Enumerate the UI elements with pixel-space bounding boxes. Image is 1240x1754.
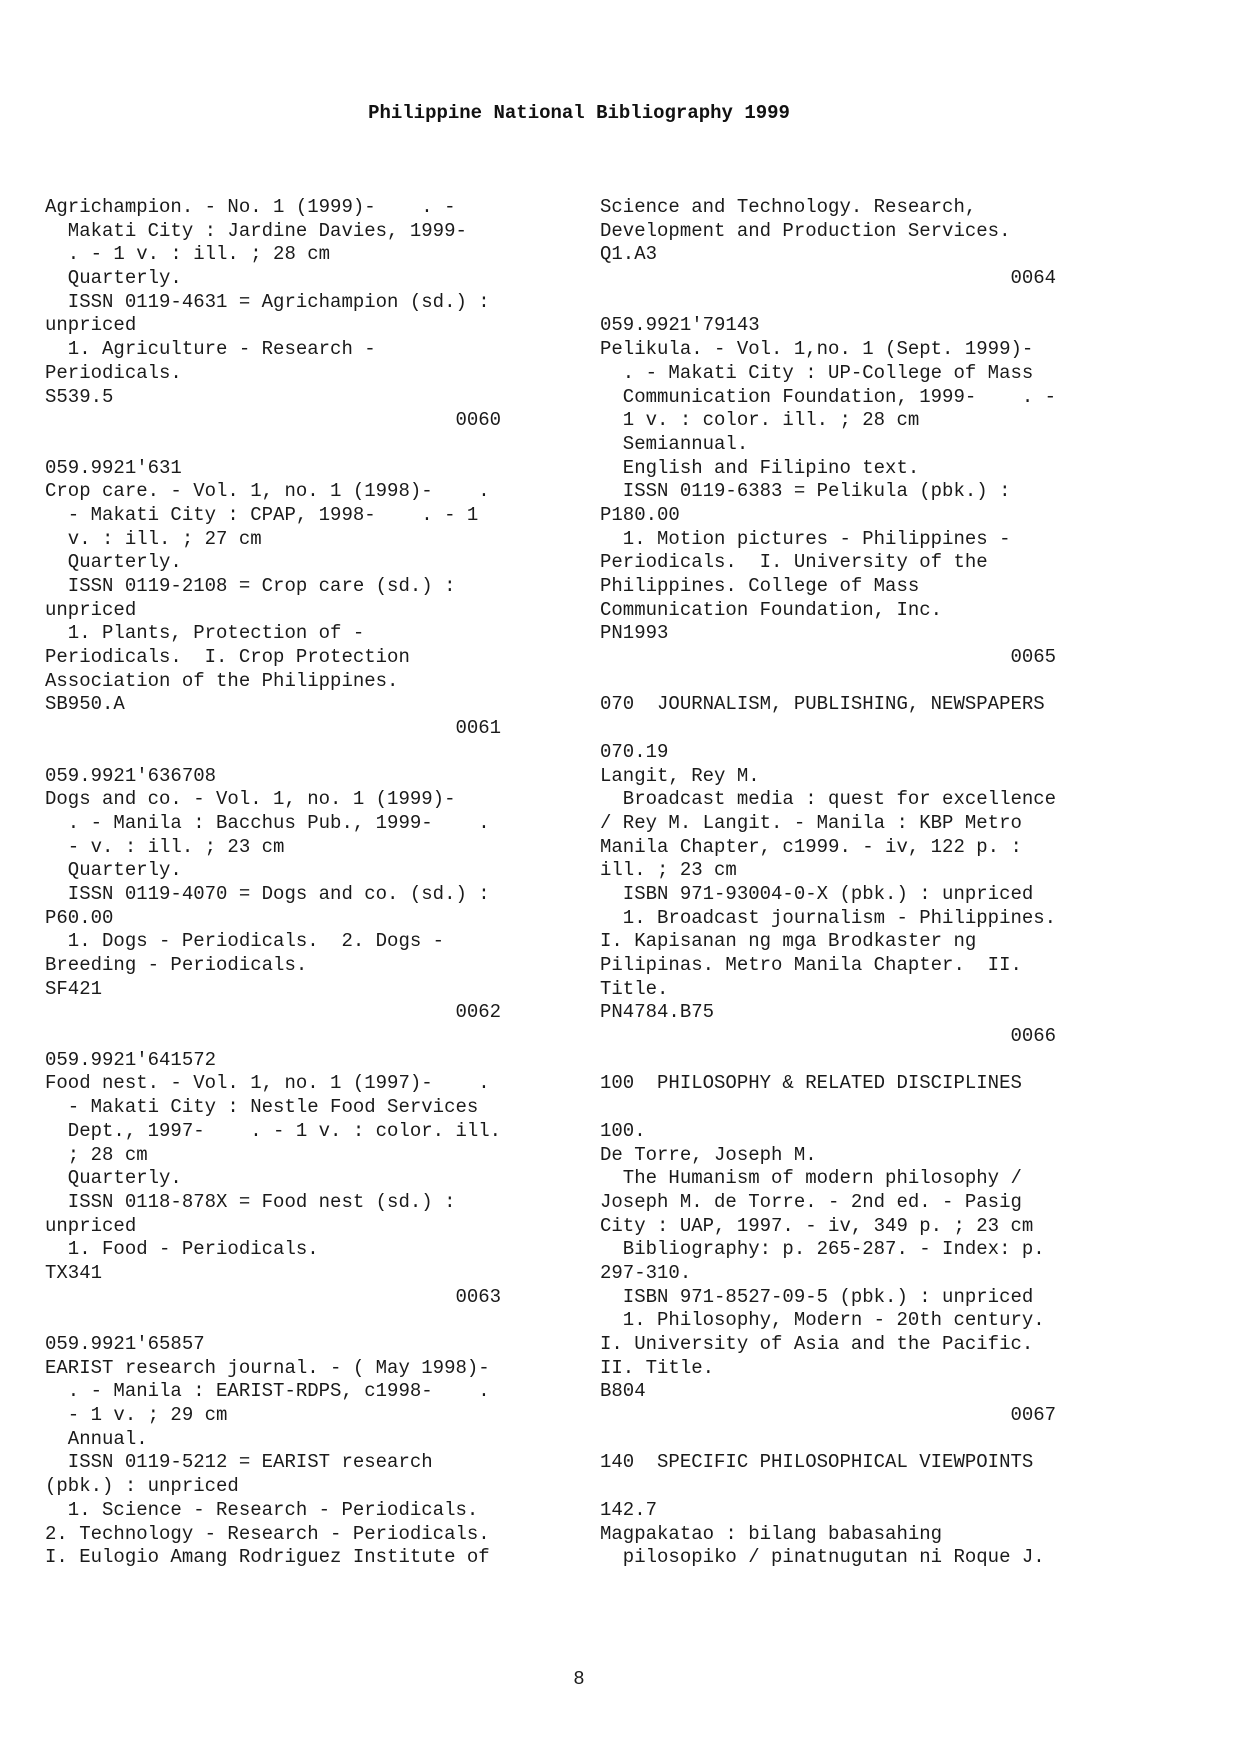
text-line: 1. Motion pictures - Philippines - bbox=[600, 527, 1011, 550]
text-line: - Makati City : CPAP, 1998- . - 1 bbox=[45, 503, 479, 526]
page-number: 8 bbox=[573, 1668, 585, 1690]
text-line bbox=[600, 1096, 1105, 1120]
text-line: Quarterly. bbox=[45, 551, 182, 574]
text-line bbox=[600, 291, 1105, 315]
text-line: ; 28 cm bbox=[45, 1143, 148, 1166]
text-line: ISSN 0119-4070 = Dogs and co. (sd.) : bbox=[45, 882, 490, 905]
text-line bbox=[45, 1309, 550, 1333]
text-line: PN1993 bbox=[600, 622, 669, 645]
text-line: Broadcast media : quest for excellence bbox=[600, 788, 1057, 811]
text-line: pilosopiko / pinatnugutan ni Roque J. bbox=[600, 1546, 1045, 1569]
text-line: ill. ; 23 cm bbox=[600, 859, 737, 882]
text-line: ISBN 971-93004-0-X (pbk.) : unpriced bbox=[600, 882, 1034, 905]
text-line: Science and Technology. Research, bbox=[600, 196, 977, 218]
text-line: 059.9921'79143 bbox=[600, 314, 760, 337]
text-line: I. Eulogio Amang Rodriguez Institute of bbox=[45, 1546, 490, 1569]
text-line: Dogs and co. - Vol. 1, no. 1 (1999)- bbox=[45, 788, 456, 811]
text-line: 0067 bbox=[600, 1404, 1057, 1427]
text-line: 1. Dogs - Periodicals. 2. Dogs - bbox=[45, 930, 445, 953]
text-line: Title. bbox=[600, 977, 669, 1000]
text-line: 1. Agriculture - Research - bbox=[45, 338, 376, 361]
text-line: SF421 bbox=[45, 977, 103, 1000]
text-line: Pilipinas. Metro Manila Chapter. II. bbox=[600, 954, 1022, 976]
text-line: 059.9921'631 bbox=[45, 456, 182, 479]
text-line: ISSN 0119-2108 = Crop care (sd.) : bbox=[45, 575, 456, 597]
text-line: 1. Food - Periodicals. bbox=[45, 1238, 319, 1261]
text-line bbox=[600, 1475, 1105, 1499]
text-line: / Rey M. Langit. - Manila : KBP Metro bbox=[600, 811, 1022, 834]
text-line bbox=[45, 741, 550, 765]
text-line: 1 v. : color. ill. ; 28 cm bbox=[600, 409, 920, 432]
text-line: 059.9921'636708 bbox=[45, 764, 217, 787]
text-line: Manila Chapter, c1999. - iv, 122 p. : bbox=[600, 835, 1022, 858]
text-line: Agrichampion. - No. 1 (1999)- . - bbox=[45, 196, 456, 218]
text-line: I. University of Asia and the Pacific. bbox=[600, 1333, 1034, 1355]
text-line: - v. : ill. ; 23 cm bbox=[45, 835, 285, 858]
text-line: - Makati City : Nestle Food Services bbox=[45, 1096, 479, 1119]
text-line: II. Title. bbox=[600, 1356, 715, 1379]
text-line: unpriced bbox=[45, 1214, 137, 1237]
text-line: Quarterly. bbox=[45, 267, 182, 290]
text-line: English and Filipino text. bbox=[600, 456, 920, 479]
text-line: Periodicals. I. University of the bbox=[600, 551, 988, 574]
text-line: Philippines. College of Mass bbox=[600, 575, 920, 597]
text-line: ISSN 0118-878X = Food nest (sd.) : bbox=[45, 1190, 456, 1213]
text-line: (pbk.) : unpriced bbox=[45, 1475, 239, 1498]
text-line: ISSN 0119-5212 = EARIST research bbox=[45, 1451, 433, 1474]
text-line: 0063 bbox=[45, 1285, 502, 1308]
text-line: 140 SPECIFIC PHILOSOPHICAL VIEWPOINTS bbox=[600, 1451, 1034, 1474]
text-line: ISBN 971-8527-09-5 (pbk.) : unpriced bbox=[600, 1285, 1034, 1308]
text-line: 142.7 bbox=[600, 1498, 658, 1521]
text-line: Makati City : Jardine Davies, 1999- bbox=[45, 219, 467, 242]
text-line: S539.5 bbox=[45, 385, 114, 408]
text-line: Joseph M. de Torre. - 2nd ed. - Pasig bbox=[600, 1190, 1022, 1213]
text-line bbox=[600, 717, 1105, 741]
text-line: The Humanism of modern philosophy / bbox=[600, 1167, 1022, 1190]
text-line: v. : ill. ; 27 cm bbox=[45, 527, 262, 550]
text-line: 059.9921'65857 bbox=[45, 1333, 205, 1355]
text-line: EARIST research journal. - ( May 1998)- bbox=[45, 1356, 490, 1379]
text-line: . - Makati City : UP-College of Mass bbox=[600, 361, 1034, 384]
text-line: Langit, Rey M. bbox=[600, 764, 760, 787]
text-line: Periodicals. I. Crop Protection bbox=[45, 646, 410, 669]
text-line: Breeding - Periodicals. bbox=[45, 954, 308, 976]
text-line: ISSN 0119-6383 = Pelikula (pbk.) : bbox=[600, 480, 1011, 503]
text-line: 1. Plants, Protection of - bbox=[45, 622, 365, 645]
text-line: P180.00 bbox=[600, 503, 680, 526]
text-line bbox=[45, 433, 550, 457]
text-line: Communication Foundation, 1999- . - bbox=[600, 385, 1057, 408]
text-line: 1. Science - Research - Periodicals. bbox=[45, 1498, 479, 1521]
text-line: De Torre, Joseph M. bbox=[600, 1143, 817, 1166]
text-line bbox=[45, 1025, 550, 1049]
text-line: ISSN 0119-4631 = Agrichampion (sd.) : bbox=[45, 290, 490, 313]
text-line: - 1 v. ; 29 cm bbox=[45, 1404, 228, 1427]
text-line: 100 PHILOSOPHY & RELATED DISCIPLINES bbox=[600, 1072, 1022, 1095]
text-line: City : UAP, 1997. - iv, 349 p. ; 23 cm bbox=[600, 1214, 1034, 1237]
text-line: 0062 bbox=[45, 1001, 502, 1024]
text-line: Quarterly. bbox=[45, 859, 182, 882]
text-line: Periodicals. bbox=[45, 361, 182, 384]
text-line: 1. Broadcast journalism - Philippines. bbox=[600, 906, 1057, 929]
text-line: 2. Technology - Research - Periodicals. bbox=[45, 1522, 490, 1545]
text-line: 297-310. bbox=[600, 1261, 692, 1284]
text-line: Food nest. - Vol. 1, no. 1 (1997)- . bbox=[45, 1072, 490, 1095]
text-line: Q1.A3 bbox=[600, 243, 658, 266]
text-line: . - Manila : Bacchus Pub., 1999- . bbox=[45, 811, 490, 834]
text-line: Crop care. - Vol. 1, no. 1 (1998)- . bbox=[45, 480, 490, 503]
text-line bbox=[600, 1428, 1105, 1452]
text-line: 0061 bbox=[45, 717, 502, 740]
text-line: Bibliography: p. 265-287. - Index: p. bbox=[600, 1238, 1045, 1261]
text-line: 059.9921'641572 bbox=[45, 1048, 217, 1071]
text-line: Annual. bbox=[45, 1427, 148, 1450]
text-line: 0066 bbox=[600, 1025, 1057, 1048]
text-line: Semiannual. bbox=[600, 432, 749, 455]
text-line: 100. bbox=[600, 1119, 646, 1142]
text-line: . - Manila : EARIST-RDPS, c1998- . bbox=[45, 1380, 490, 1403]
text-line: Development and Production Services. bbox=[600, 219, 1011, 242]
text-line: 0064 bbox=[600, 267, 1057, 290]
text-line: 070 JOURNALISM, PUBLISHING, NEWSPAPERS bbox=[600, 693, 1045, 716]
text-line: SB950.A bbox=[45, 693, 125, 716]
text-line: Pelikula. - Vol. 1,no. 1 (Sept. 1999)- bbox=[600, 338, 1034, 361]
text-line: I. Kapisanan ng mga Brodkaster ng bbox=[600, 930, 977, 953]
page-title: Philippine National Bibliography 1999 bbox=[368, 102, 790, 124]
text-line bbox=[600, 1049, 1105, 1073]
text-line bbox=[600, 670, 1105, 694]
text-line: Magpakatao : bilang babasahing bbox=[600, 1522, 943, 1545]
text-line: 1. Philosophy, Modern - 20th century. bbox=[600, 1309, 1045, 1332]
text-line: Quarterly. bbox=[45, 1167, 182, 1190]
left-column bbox=[45, 196, 550, 1570]
text-line: 070.19 bbox=[600, 740, 669, 763]
right-column bbox=[600, 196, 1105, 1570]
text-line: P60.00 bbox=[45, 906, 114, 929]
text-line: unpriced bbox=[45, 598, 137, 621]
text-line: Association of the Philippines. bbox=[45, 669, 399, 692]
text-line: B804 bbox=[600, 1380, 646, 1403]
text-line: TX341 bbox=[45, 1261, 103, 1284]
text-line: PN4784.B75 bbox=[600, 1001, 715, 1024]
text-line: 0065 bbox=[600, 646, 1057, 669]
text-line: unpriced bbox=[45, 314, 137, 337]
text-line: Dept., 1997- . - 1 v. : color. ill. bbox=[45, 1119, 502, 1142]
text-line: Communication Foundation, Inc. bbox=[600, 598, 943, 621]
text-line: . - 1 v. : ill. ; 28 cm bbox=[45, 243, 331, 266]
text-line: 0060 bbox=[45, 409, 502, 432]
